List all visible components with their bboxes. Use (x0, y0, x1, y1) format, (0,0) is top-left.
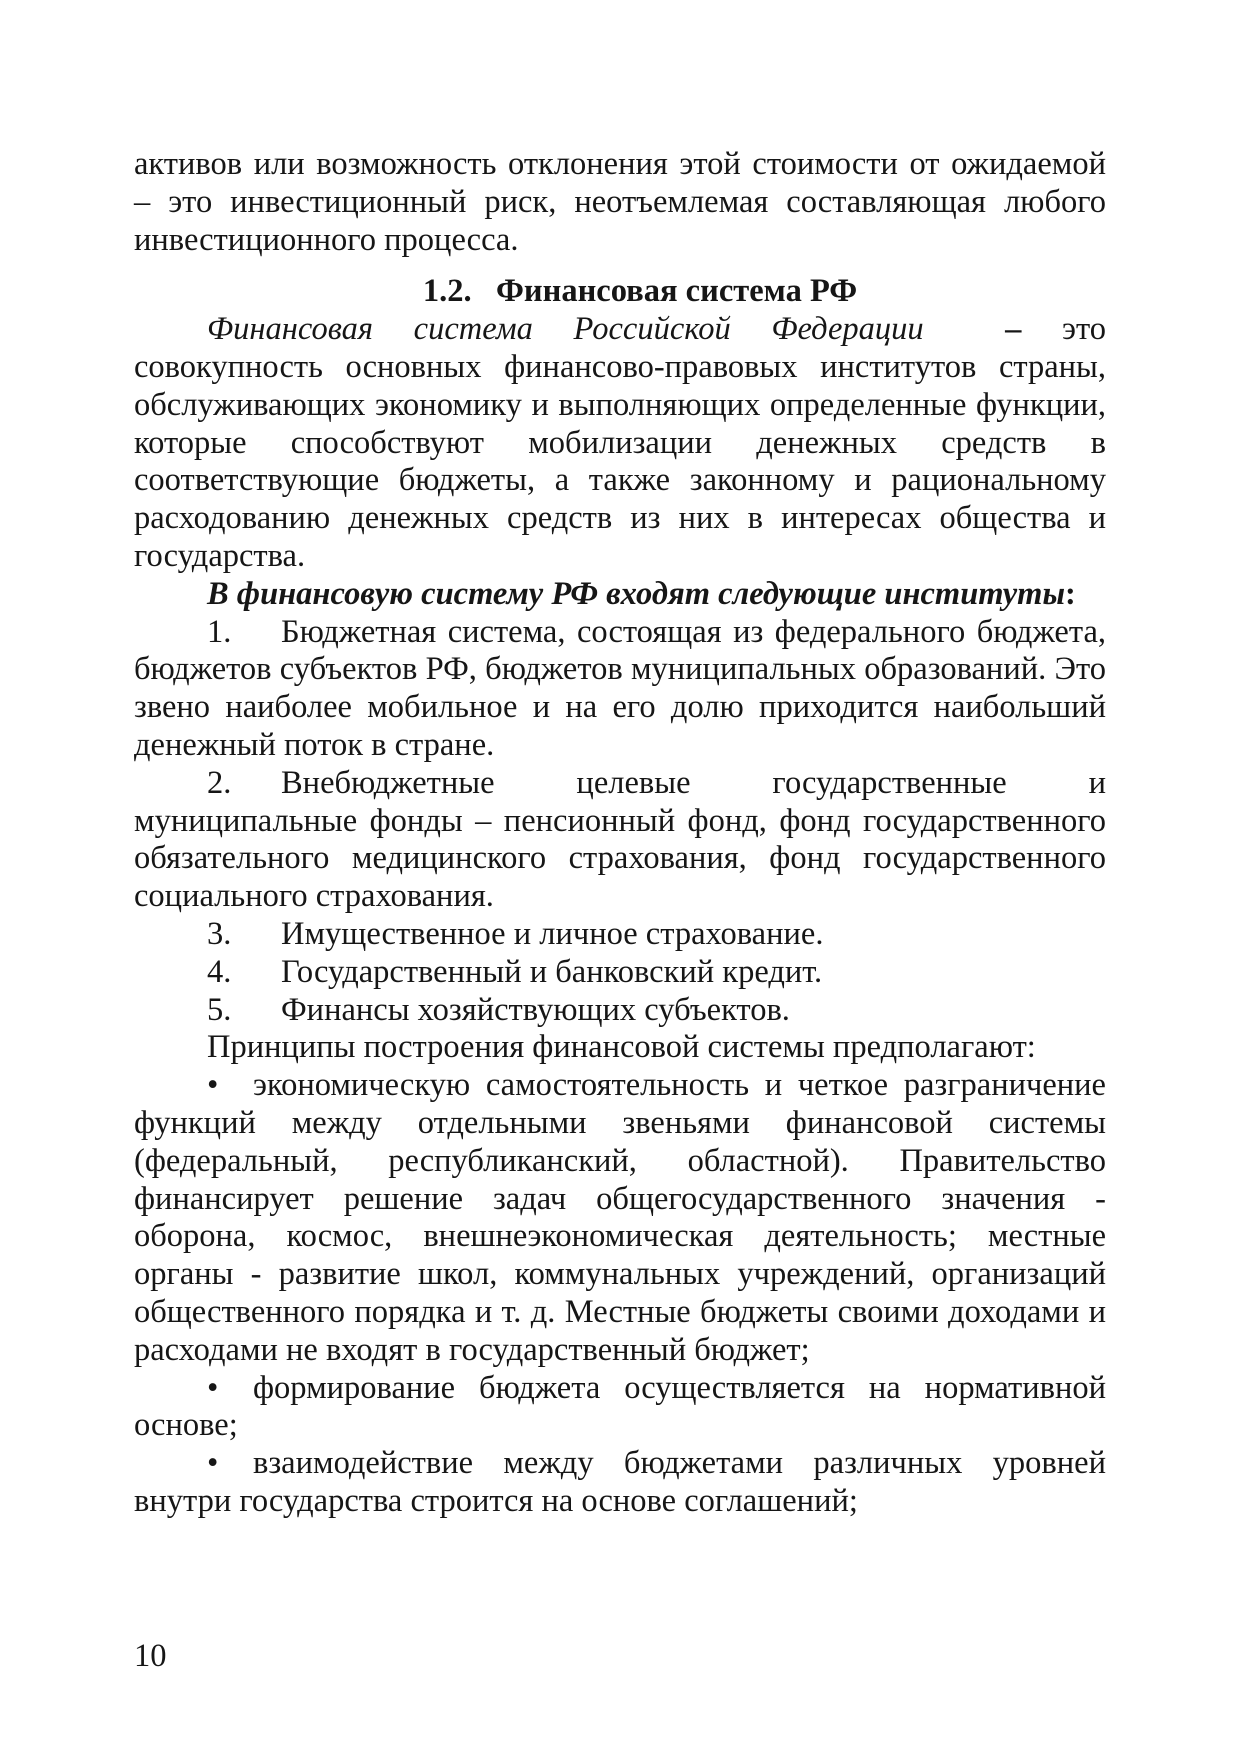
list-item (134, 992, 1106, 1030)
institutes-heading-colon: : (1065, 575, 1076, 612)
bullet-item-text: экономическую самостоятельность и четкое разграничение функций между отдельными звеньями финансовой системы (федеральный, республиканский, областной). Правительство финансирует решение задач общегосударственного значения - оборона, космос, внешнеэкономическая деятельность; местные органы - развитие школ, коммунальных учреждений, организаций общественного порядка и т. д. Местные бюджеты своими доходами и расходами не входят в государственный бюджет; (134, 1067, 1106, 1368)
definition-text: это совокупность основных финансово-правовых институтов страны, обслуживающих экономику и выполняющих определенные функции, которые способствуют мобилизации денежных средств в соответствующие бюджеты, а также законному и рациональному расходованию денежных средств из них в интересах общества и государства. (134, 311, 1106, 574)
list-item (134, 954, 1106, 992)
section-heading (134, 273, 1106, 311)
intro-paragraph: активов или возможность отклонения этой стоимости от ожидаемой – это инвестиционный риск, неотъемлемая составляющая любого инвестиционного процесса. (134, 146, 1106, 258)
page-body (134, 146, 1106, 1521)
definition-term: Финансовая система Российской Федерации (207, 311, 924, 348)
list-item (134, 614, 1106, 765)
list-item-text: Финансы хозяйствующих субъектов. (281, 991, 790, 1028)
list-item-number: 4. (207, 953, 232, 990)
bullet-icon: • (207, 1369, 219, 1406)
bullet-item (134, 1445, 1106, 1521)
definition-dash: – (1005, 311, 1022, 348)
institutes-heading (134, 576, 1106, 614)
list-item (134, 916, 1106, 954)
bullet-item-text: формирование бюджета осуществляется на нормативной основе; (134, 1369, 1106, 1444)
list-item-text: Имущественное и личное страхование. (281, 915, 824, 952)
list-item-number: 3. (207, 915, 232, 952)
bullet-item (134, 1067, 1106, 1369)
section-number: 1.2. (422, 273, 472, 310)
list-item (134, 765, 1106, 916)
page-number: 10 (134, 1638, 167, 1674)
bullet-item-text: взаимодействие между бюджетами различных уровней внутри государства строится на основе соглашений; (134, 1445, 1106, 1519)
principles-intro: Принципы построения финансовой системы предполагают: (207, 1029, 1036, 1066)
definition-paragraph (134, 311, 1106, 576)
bullet-icon: • (207, 1445, 219, 1482)
list-item-number: 5. (207, 991, 232, 1028)
list-item-number: 2. (207, 764, 232, 801)
bullet-icon: • (207, 1067, 219, 1104)
list-item-text: Внебюджетные целевые государственные и муниципальные фонды – пенсионный фонд, фонд государственного обязательного медицинского страхования, фонд государственного социального страхования. (134, 764, 1106, 915)
list-item-number: 1. (207, 613, 232, 650)
section-title: Финансовая система РФ (495, 273, 858, 310)
bullet-item (134, 1370, 1106, 1446)
list-item-text: Государственный и банковский кредит. (281, 953, 823, 990)
list-item-text: Бюджетная система, состоящая из федерального бюджета, бюджетов субъектов РФ, бюджетов муниципальных образований. Это звено наиболее мобильное и на его долю приходится наибольший денежный поток в стране. (134, 613, 1106, 763)
institutes-heading-text: В финансовую систему РФ входят следующие институты (207, 575, 1066, 612)
